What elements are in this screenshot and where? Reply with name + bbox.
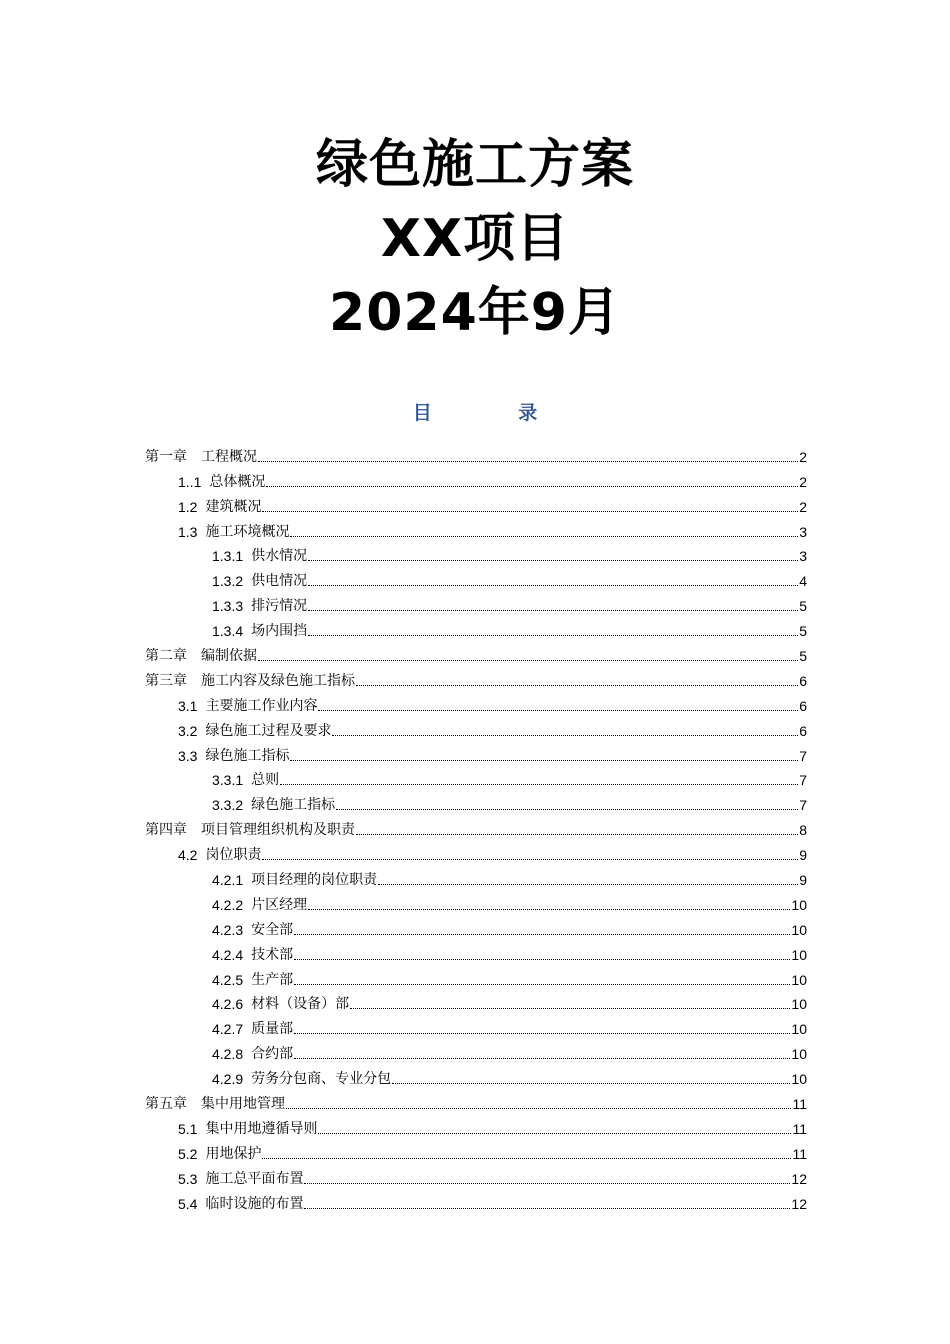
toc-entry-page: 3 [799,548,807,565]
toc-entry-page: 10 [791,1021,807,1038]
toc-entry-page: 10 [791,971,807,988]
toc-entry[interactable] [145,690,807,715]
toc-entry-page: 11 [792,1096,807,1113]
toc-entry-page: 10 [791,921,807,938]
toc-entry[interactable] [145,516,807,541]
toc-dot-leader [294,1032,790,1034]
toc-entry-number: 3.3 [178,747,198,764]
toc-entry-page: 5 [799,648,807,665]
toc-entry[interactable] [145,615,807,640]
document-title: 绿色施工方案 [315,135,634,195]
toc-entry-number: 1.3.2 [212,573,244,590]
toc-entry-page: 10 [791,996,807,1013]
toc-entry-page: 5 [799,623,807,640]
toc-entry-number: 第一章 [145,448,187,465]
toc-entry-title: 生产部 [251,971,294,988]
toc-dot-leader [308,559,798,561]
toc-entry-number: 5.1 [178,1120,198,1137]
toc-dot-leader [258,659,798,661]
toc-entry[interactable] [145,765,807,790]
toc-entry-number: 第二章 [145,648,187,665]
toc-entry[interactable] [145,1088,807,1113]
toc-entry-page: 7 [799,772,807,789]
project-name: XX项目 [380,209,570,269]
toc-entry-page: 2 [799,473,807,490]
toc-entry-title: 场内围挡 [251,623,308,640]
toc-entry[interactable] [145,466,807,491]
toc-entry[interactable] [145,491,807,516]
toc-dot-leader [336,808,798,810]
toc-dot-leader [290,759,798,761]
toc-entry[interactable] [145,715,807,740]
toc-entry[interactable] [145,1013,807,1038]
toc-dot-leader [318,709,798,711]
toc-entry[interactable] [145,1063,807,1088]
document-date: 2024年9月 [329,283,621,343]
toc-entry-title: 编制依据 [201,648,257,665]
toc-dot-leader [332,734,798,736]
toc-entry-number: 1.3.1 [212,548,244,565]
toc-entry-title: 绿色施工过程及要求 [205,722,332,739]
toc-entry-number: 1..1 [178,473,202,490]
toc-entry-title: 项目经理的岗位职责 [251,872,378,889]
toc-entry-page: 2 [799,448,807,465]
toc-entry[interactable] [145,441,807,466]
toc-entry-title: 材料（设备）部 [251,996,350,1013]
toc-entry[interactable] [145,914,807,939]
toc-entry-number: 4.2.8 [212,1046,244,1063]
toc-entry[interactable] [145,1113,807,1138]
toc-dot-leader [308,584,798,586]
toc-entry-page: 5 [799,598,807,615]
toc-entry[interactable] [145,989,807,1014]
toc-entry-title: 临时设施的布置 [205,1195,304,1212]
toc-dot-leader [290,535,798,537]
toc-entry[interactable] [145,889,807,914]
toc-entry-number: 4.2.4 [212,946,244,963]
toc-entry-page: 12 [791,1170,807,1187]
toc-entry[interactable] [145,1188,807,1213]
toc-entry-number: 1.3.4 [212,623,244,640]
toc-entry-title: 片区经理 [251,896,308,913]
toc-entry-title: 安全部 [251,921,294,938]
toc-dot-leader [286,1107,791,1109]
toc-entry[interactable] [145,964,807,989]
toc-entry-title: 排污情况 [251,598,308,615]
toc-dot-leader [304,1207,790,1209]
toc-dot-leader [262,510,798,512]
toc-entry-number: 5.3 [178,1170,198,1187]
toc-entry-page: 11 [792,1120,807,1137]
toc-dot-leader [304,1182,790,1184]
toc-dot-leader [294,1057,790,1059]
toc-entry-title: 集中用地遵循导则 [205,1120,318,1137]
toc-entry-title: 供电情况 [251,573,308,590]
toc-entry-title: 总则 [251,772,280,789]
toc-entry-page: 10 [791,946,807,963]
toc-entry-page: 6 [799,697,807,714]
toc-entry[interactable] [145,1163,807,1188]
toc-entry[interactable] [145,789,807,814]
toc-entry[interactable] [145,590,807,615]
toc-entry-title: 质量部 [251,1021,294,1038]
toc-entry[interactable] [145,939,807,964]
toc-entry-title: 施工总平面布置 [205,1170,304,1187]
toc-entry-title: 项目管理组织机构及职责 [201,822,355,839]
toc-entry-title: 绿色施工指标 [251,797,336,814]
toc-entry-number: 5.4 [178,1195,198,1212]
toc-entry-title: 岗位职责 [205,847,262,864]
toc-entry-page: 4 [799,573,807,590]
toc-entry-title: 供水情况 [251,548,308,565]
toc-entry-title: 集中用地管理 [201,1096,285,1113]
toc-entry-page: 6 [799,672,807,689]
toc-entry-number: 4.2.1 [212,872,244,889]
toc-entry-number: 4.2.3 [212,921,244,938]
toc-dot-leader [294,958,790,960]
toc-entry[interactable] [145,839,807,864]
toc-entry-number: 4.2.9 [212,1071,244,1088]
toc-dot-leader [356,684,798,686]
toc-entry[interactable] [145,814,807,839]
toc-entry-title: 主要施工作业内容 [205,697,318,714]
toc-entry-number: 4.2.7 [212,1021,244,1038]
toc-entry-title: 绿色施工指标 [205,747,290,764]
toc-entry-title: 技术部 [251,946,294,963]
toc-dot-leader [262,858,798,860]
toc-entry-title: 合约部 [251,1046,294,1063]
toc-dot-leader [378,883,798,885]
toc-entry[interactable] [145,565,807,590]
toc-entry-page: 7 [799,797,807,814]
toc-dot-leader [308,908,790,910]
toc-entry-page: 10 [791,1071,807,1088]
toc-entry-number: 1.2 [178,498,198,515]
toc-entry[interactable] [145,1138,807,1163]
toc-dot-leader [308,634,798,636]
toc-dot-leader [266,485,798,487]
toc-entry[interactable] [145,665,807,690]
toc-entry[interactable] [145,541,807,566]
toc-entry-number: 4.2.6 [212,996,244,1013]
toc-entry-page: 11 [792,1145,807,1162]
toc-entry-number: 4.2.5 [212,971,244,988]
toc-entry-page: 10 [791,896,807,913]
toc-entry-title: 建筑概况 [205,498,262,515]
toc-entry-title: 施工内容及绿色施工指标 [201,672,355,689]
toc-entry-page: 12 [791,1195,807,1212]
toc-entry-page: 9 [799,872,807,889]
toc-dot-leader [294,933,790,935]
toc-dot-leader [392,1082,790,1084]
toc-entry-number: 4.2.2 [212,896,244,913]
toc-entry-title: 用地保护 [205,1145,262,1162]
toc-entry-number: 3.3.1 [212,772,244,789]
toc-entry-page: 2 [799,498,807,515]
toc-entry-page: 10 [791,1046,807,1063]
toc-entry-title: 施工环境概况 [205,523,290,540]
toc-entry-number: 第三章 [145,672,187,689]
toc-entry[interactable] [145,1038,807,1063]
cover-title-block [0,128,950,350]
toc-entry-title: 劳务分包商、专业分包 [251,1071,392,1088]
toc-entry-number: 第四章 [145,822,187,839]
toc-entry-number: 3.2 [178,722,198,739]
toc-entry-page: 7 [799,747,807,764]
toc-entry-title: 总体概况 [209,473,266,490]
toc-entry[interactable] [145,864,807,889]
toc-entry[interactable] [145,640,807,665]
toc-dot-leader [294,983,790,985]
toc-entry-number: 3.3.2 [212,797,244,814]
toc-entry-number: 3.1 [178,697,198,714]
toc-entry-page: 9 [799,847,807,864]
toc-dot-leader [258,460,798,462]
toc-dot-leader [318,1132,791,1134]
toc-entry-title: 工程概况 [201,448,257,465]
table-of-contents [145,441,807,1213]
toc-dot-leader [308,609,798,611]
toc-heading: 目 录 [412,402,578,424]
toc-entry-number: 4.2 [178,847,198,864]
toc-entry-number: 1.3.3 [212,598,244,615]
toc-dot-leader [350,1007,790,1009]
toc-entry-number: 5.2 [178,1145,198,1162]
toc-entry[interactable] [145,740,807,765]
toc-entry-number: 第五章 [145,1096,187,1113]
toc-entry-number: 1.3 [178,523,198,540]
toc-entry-page: 8 [799,822,807,839]
toc-dot-leader [356,833,798,835]
toc-dot-leader [280,783,798,785]
toc-dot-leader [262,1157,791,1159]
toc-entry-page: 3 [799,523,807,540]
toc-entry-page: 6 [799,722,807,739]
